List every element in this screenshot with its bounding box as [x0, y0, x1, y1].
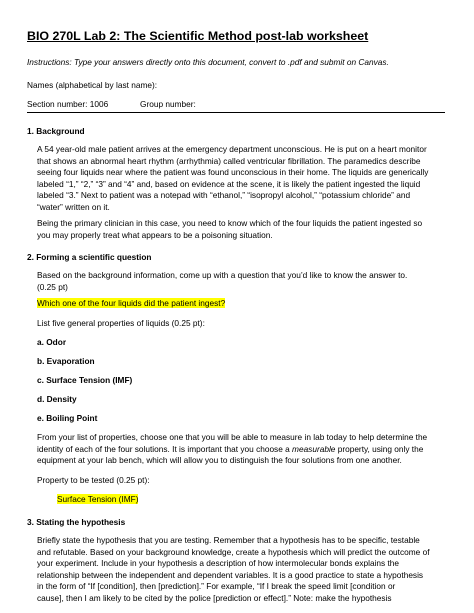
paragraph-line: (0.25 pt) [37, 281, 68, 292]
paragraph-line [37, 444, 457, 456]
hypothesis-heading: 3. Stating the hypothesis [27, 517, 126, 527]
property-item[interactable]: b. Evaporation [37, 356, 95, 366]
paragraph-line: A 54 year-old male patient arrives at the emergency department unconscious. He is put on a heart monitor [37, 144, 427, 154]
paragraph-line: Based on the background information, come up with a question that you’d like to know the answer to. [37, 270, 408, 280]
section-number: Section number: 1006 [27, 99, 109, 109]
paragraph-line: “water” written on it. [37, 201, 110, 212]
paragraph-line: and refutable. Based on your background knowledge, create a hypothesis which will predict the outcome of [37, 546, 430, 557]
background-paragraph [37, 144, 457, 213]
tested-property-answer-line [57, 494, 138, 506]
paragraph-line: Being the primary clinician in this case, you need to know which of the four liquids the patient ingested so [37, 218, 423, 228]
property-item[interactable]: e. Boiling Point [37, 413, 98, 423]
instructions-text: Instructions: Type your answers directly onto this document, convert to .pdf and submit on Canvas. [27, 57, 389, 67]
property-item[interactable]: c. Surface Tension (IMF) [37, 375, 133, 385]
properties-prompt: List five general properties of liquids (0.25 pt): [37, 318, 205, 328]
section-group-row [27, 98, 445, 113]
property-item[interactable]: a. Odor [37, 337, 67, 347]
group-number: Group number: [140, 99, 196, 109]
paragraph-line: labeled “3.” Next to patient was a notepad with “ethanol,” “isopropyl alcohol,” “potassium chloride” and [37, 190, 411, 200]
paragraph-line: cause], then I am likely to be cited by the police [prediction or effect].” Note: make the hypothesis [37, 592, 392, 603]
page-title: BIO 270L Lab 2: The Scientific Method post-lab worksheet [27, 29, 369, 43]
property-item[interactable]: d. Density [37, 394, 77, 404]
paragraph-line: that shows an abnormal heart rhythm (arrhythmia) called ventricular fibrillation. The paramedics describe [37, 155, 421, 166]
paragraph-line: From your list of properties, choose one that you will be able to measure in lab today to help determine the [37, 432, 428, 442]
paragraph-line: Briefly state the hypothesis that you are testing. Remember that a hypothesis has to be specific, testable [37, 535, 420, 545]
clinician-paragraph [37, 218, 457, 241]
question-prompt [37, 270, 457, 293]
question-answer-line [37, 298, 225, 310]
names-label: Names (alphabetical by last name): [27, 80, 158, 90]
tested-property-prompt: Property to be tested (0.25 pt): [37, 475, 150, 485]
paragraph-line: relationship between the independent and dependent variables. It is a good practice to state a hypothesis [37, 569, 424, 580]
paragraph-line: seeing four liquids near where the patient was found unconscious in their home. The liquids are generically [37, 167, 429, 177]
paragraph-line: in the form of “If [condition], then [prediction].” For example, “If I break the speed limit [condition or [37, 581, 396, 591]
paragraph-line: equipment at your lab bench, which will allow you to distinguish the four solutions from one another. [37, 455, 402, 465]
paragraph-line: your experiment. Include in your hypothesis a description of how intermolecular bonds explains the [37, 558, 400, 568]
paragraph-fragment: property, using only the [335, 443, 424, 454]
question-answer[interactable]: Which one of the four liquids did the patient ingest? [37, 298, 226, 308]
paragraph-fragment: identity of each of the four solutions. It is important that you choose a [37, 443, 293, 454]
choose-property-paragraph [37, 432, 457, 467]
background-heading: 1. Background [27, 126, 85, 136]
tested-property-answer[interactable]: Surface Tension (IMF) [57, 494, 139, 504]
question-heading: 2. Forming a scientific question [27, 252, 152, 262]
paragraph-line: labeled “1,” “2,” “3” and “4” and, based on evidence at the scene, it is likely the patient ingested the liquid [37, 178, 421, 189]
hypothesis-paragraph [37, 535, 457, 604]
paragraph-line: you may properly treat what appears to be a poisoning situation. [37, 229, 273, 240]
measurable-emphasis: measurable [292, 443, 336, 454]
